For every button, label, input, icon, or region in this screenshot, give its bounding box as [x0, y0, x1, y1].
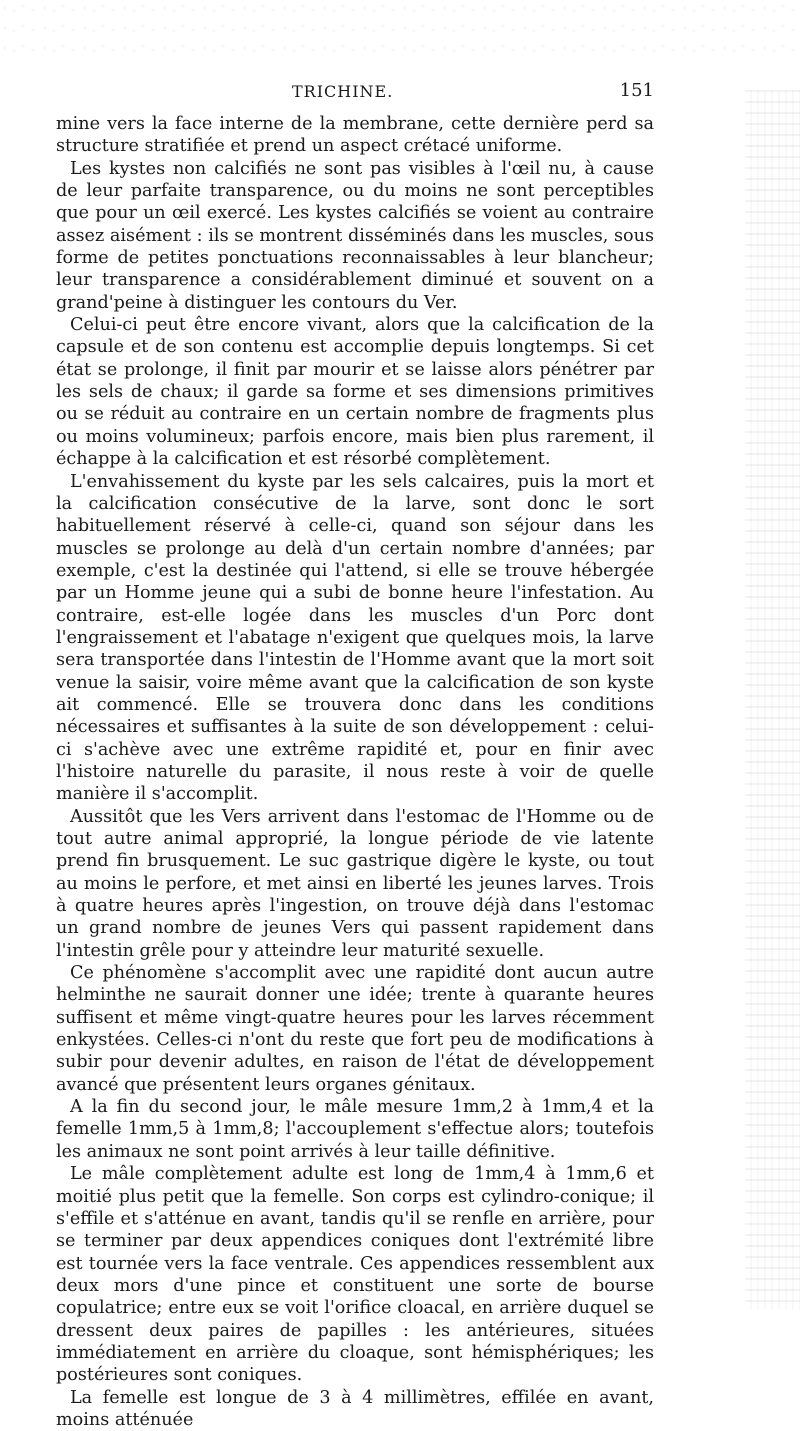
- paragraph: Le mâle complètement adulte est long de 1mm,4 à 1mm,6 et moitié plus petit que la femelle. Son corps est cylindro-conique; il s'effile et s'atténue en avant, tandis qu'il se renfle en arrière, pour se terminer par deux appendices coniques dont l'extrémité libre est tournée vers la face ventrale. Ces appendices ressemblent aux deux mors d'une pince et constituent une sorte de bourse copulatrice; entre eux se voit l'orifice cloacal, en arrière duquel se dressent deux paires de papilles : les antérieures, situées immédiatement en arrière du cloaque, sont hémisphériques; les postérieures sont coniques.: [56, 1164, 654, 1386]
- paragraph: L'envahissement du kyste par les sels calcaires, puis la mort et la calcification consécutive de la larve, sont donc le sort habituellement réservé à celle-ci, quand son séjour dans les muscles se prolonge au delà d'un certain nombre d'années; par exemple, c'est la destinée qui l'attend, si elle se trouve hébergée par un Homme jeune qui a subi de bonne heure l'infestation. Au contraire, est-elle logée dans les muscles d'un Porc dont l'engraissement et l'abatage n'exigent que quelques mois, la larve sera transportée dans l'intestin de l'Homme avant que la mort soit venue la saisir, voire même avant que la calcification de son kyste ait commencé. Elle se trouvera donc dans les conditions nécessaires et suffisantes à la suite de son développement : celui-ci s'achève avec une extrême rapidité et, pour en finir avec l'histoire naturelle du parasite, il nous reste à voir de quelle manière il s'accomplit.: [56, 471, 654, 805]
- paragraph: A la fin du second jour, le mâle mesure 1mm,2 à 1mm,4 et la femelle 1mm,5 à 1mm,8; l'accouplement s'effectue alors; toutefois les animaux ne sont point arrivés à leur taille définitive.: [56, 1097, 654, 1162]
- body-text: [56, 113, 654, 1431]
- paragraph-continuation: mine vers la face interne de la membrane, cette dernière perd sa structure stratifiée et prend un aspect crétacé uniforme.: [56, 114, 654, 157]
- scan-noise: [0, 0, 800, 60]
- paragraph: Ce phénomène s'accomplit avec une rapidité dont aucun autre helminthe ne saurait donner une idée; trente à quarante heures suffisent et même vingt-quatre heures pour les larves récemment enkystées. Celles-ci n'ont du reste que fort peu de modifications à subir pour devenir adultes, en raison de l'état de développement avancé que présentent leurs organes génitaux.: [56, 963, 654, 1095]
- running-title: TRICHINE.: [292, 82, 394, 101]
- paragraph: Celui-ci peut être encore vivant, alors que la calcification de la capsule et de son contenu est accomplie depuis longtemps. Si cet état se prolonge, il finit par mourir et se laisse alors pénétrer par les sels de chaux; il garde sa forme et ses dimensions primitives ou se réduit au contraire en un certain nombre de fragments plus ou moins volumineux; parfois encore, mais bien plus rarement, il échappe à la calcification et est résorbé complètement.: [56, 315, 654, 470]
- margin-bleed-through: [745, 90, 800, 1310]
- paragraph: Aussitôt que les Vers arrivent dans l'estomac de l'Homme ou de tout autre animal approprié, la longue période de vie latente prend fin brusquement. Le suc gastrique digère le kyste, ou tout au moins le perfore, et met ainsi en liberté les jeunes larves. Trois à quatre heures après l'ingestion, on trouve déjà dans l'estomac un grand nombre de jeunes Vers qui passent rapidement dans l'intestin grêle pour y atteindre leur maturité sexuelle.: [56, 806, 654, 961]
- page-number: 151: [619, 80, 654, 101]
- paragraph: Les kystes non calcifiés ne sont pas visibles à l'œil nu, à cause de leur parfaite transparence, ou du moins ne sont perceptibles que pour un œil exercé. Les kystes calcifiés se voient au contraire assez aisément : ils se montrent disséminés dans les muscles, sous forme de petites ponctuations reconnaissables à leur blancheur; leur transparence a considérablement diminué et souvent on a grand'peine à distinguer les contours du Ver.: [56, 158, 654, 313]
- page-header: [56, 80, 654, 106]
- paragraph-final: La femelle est longue de 3 à 4 millimètres, effilée en avant, moins atténuée: [56, 1387, 654, 1430]
